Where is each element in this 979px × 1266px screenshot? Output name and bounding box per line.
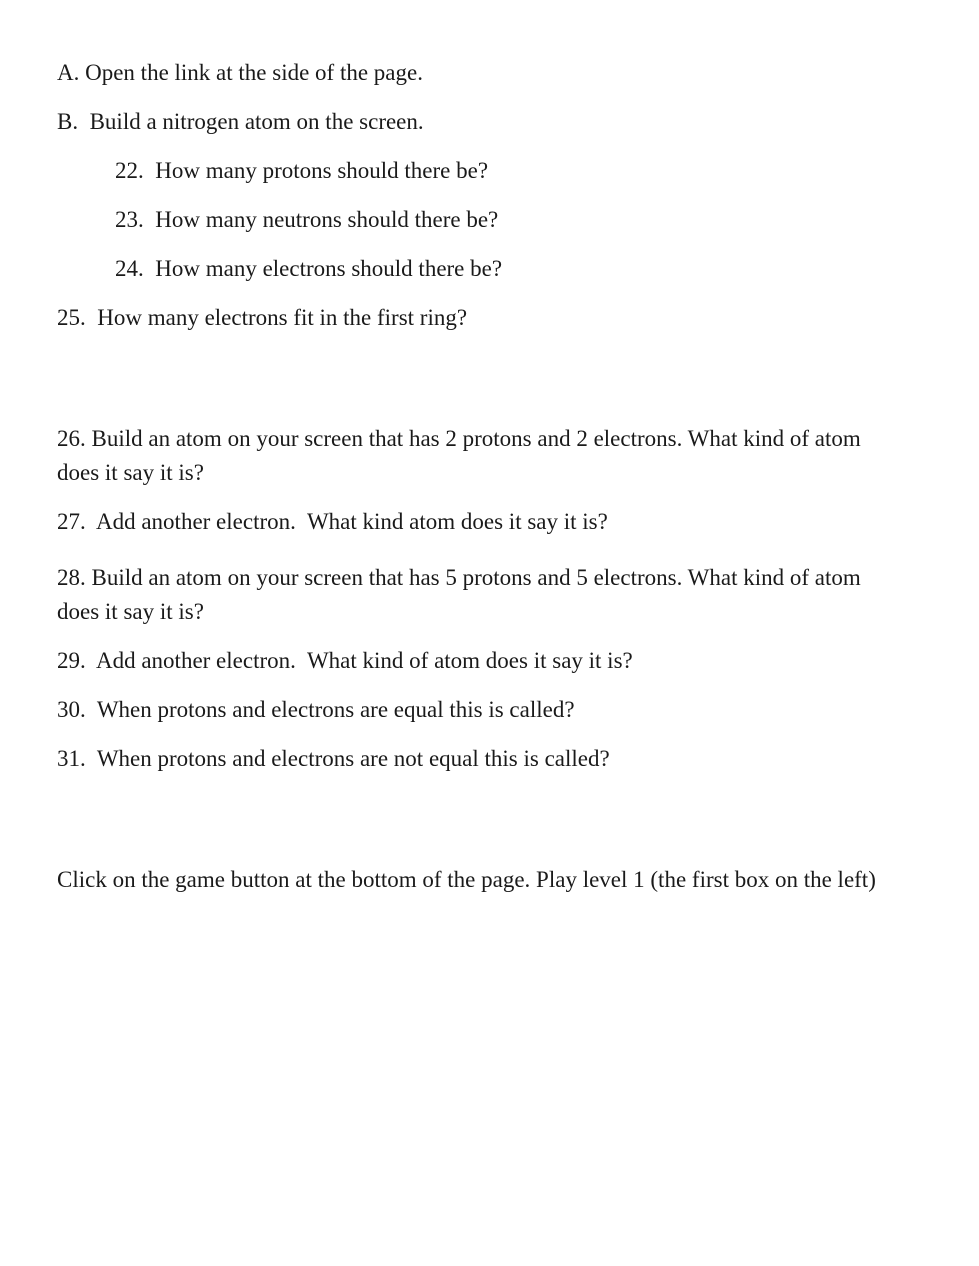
question-24: 24. How many electrons should there be? [115, 256, 503, 281]
worksheet-page [57, 56, 907, 912]
question-28: 28. Build an atom on your screen that has 5 protons and 5 electrons. What kind of atom does it say it is? [57, 565, 861, 624]
step-a: A. Open the link at the side of the page. [57, 60, 423, 85]
question-30: 30. When protons and electrons are equal this is called? [57, 697, 575, 722]
question-26: 26. Build an atom on your screen that has 2 protons and 2 electrons. What kind of atom does it say it is? [57, 426, 861, 485]
answer-space [57, 334, 907, 399]
step-b: B. Build a nitrogen atom on the screen. [57, 109, 424, 134]
answer-space [57, 775, 907, 840]
question-29: 29. Add another electron. What kind of atom does it say it is? [57, 648, 633, 673]
question-27: 27. Add another electron. What kind atom does it say it is? [57, 509, 608, 534]
question-23: 23. How many neutrons should there be? [115, 207, 499, 232]
question-25: 25. How many electrons fit in the first ring? [57, 305, 468, 330]
question-22: 22. How many protons should there be? [115, 158, 489, 183]
game-instruction: Click on the game button at the bottom of the page. Play level 1 (the first box on the left) [57, 867, 876, 892]
question-31: 31. When protons and electrons are not equal this is called? [57, 746, 610, 771]
